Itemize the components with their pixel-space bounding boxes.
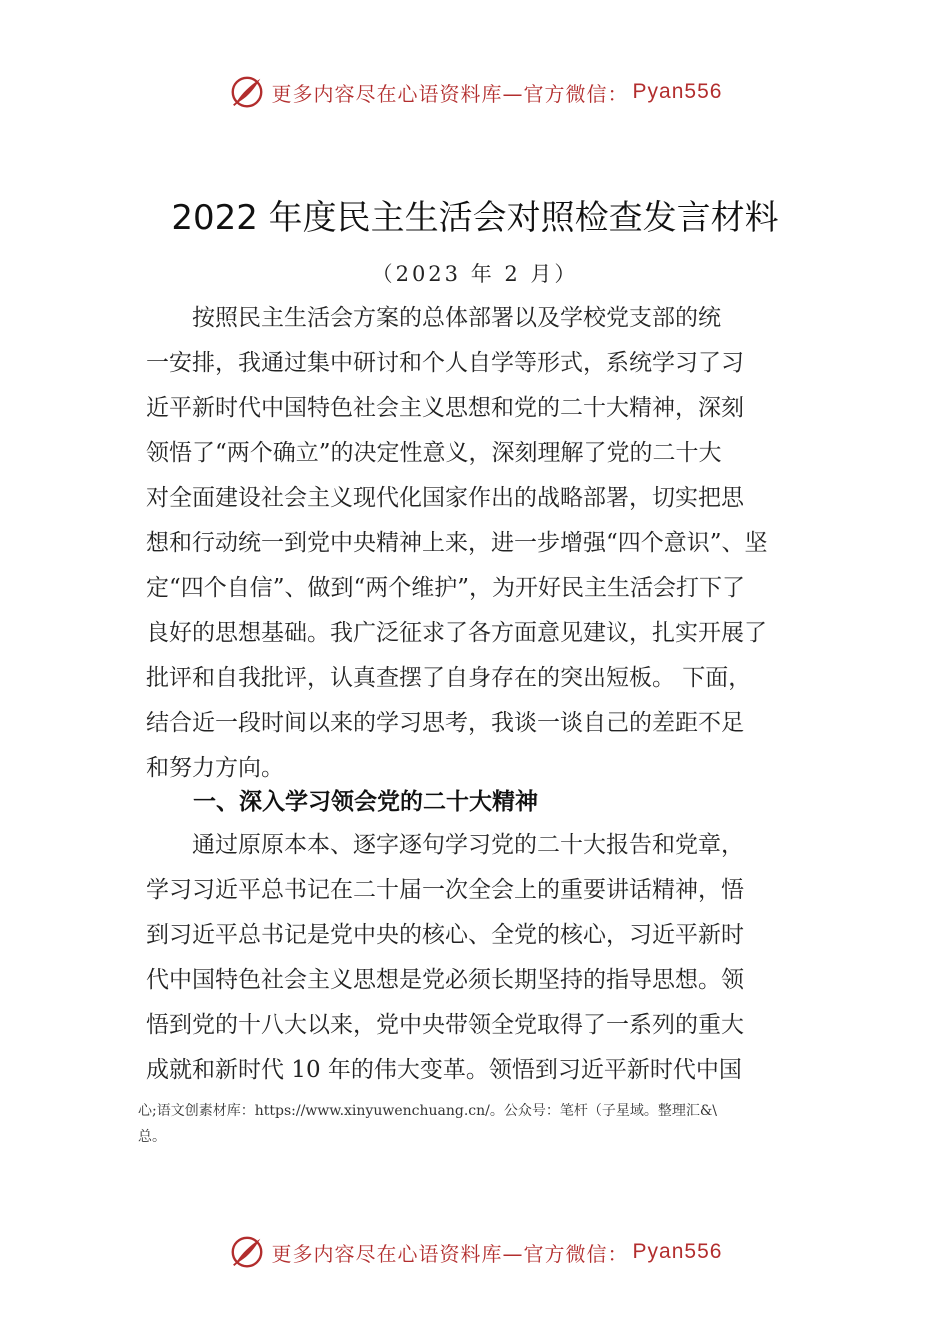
document-title: 2022 年度民主生活会对照检查发言材料 bbox=[171, 198, 779, 238]
footnote-line: 心;语文创素材库：https://www.xinyuwenchuang.cn/。公众号：笔杆（子星域。整理汇&\ bbox=[138, 1103, 718, 1119]
paragraph-line: 领悟了“两个确立”的决定性意义，深刻理解了党的二十大 bbox=[146, 440, 722, 466]
paragraph-line: 代中国特色社会主义思想是党必须长期坚持的指导思想。领 bbox=[146, 967, 744, 993]
header-banner bbox=[0, 72, 950, 112]
paragraph-line: 成就和新时代 10 年的伟大变革。领悟到习近平新时代中国 bbox=[146, 1057, 742, 1083]
paragraph-line: 结合近一段时间以来的学习思考，我谈一谈自己的差距不足 bbox=[146, 710, 744, 736]
paragraph-line: 良好的思想基础。我广泛征求了各方面意见建议，扎实开展了 bbox=[146, 620, 767, 646]
section-heading: 一、深入学习领会党的二十大精神 bbox=[193, 789, 538, 815]
footnote bbox=[138, 1098, 838, 1150]
banner-text: 更多内容尽在心语资料库—官方微信： bbox=[271, 1241, 629, 1266]
paragraph-line: 近平新时代中国特色社会主义思想和党的二十大精神，深刻 bbox=[146, 395, 744, 421]
quill-pen-logo-icon bbox=[228, 73, 266, 111]
footnote-line: 总。 bbox=[138, 1129, 166, 1145]
paragraph-line: 想和行动统一到党中央精神上来，进一步增强“四个意识”、坚 bbox=[146, 530, 768, 556]
wechat-id: Pyan556 bbox=[632, 1240, 723, 1263]
paragraph-line: 悟到党的十八大以来，党中央带领全党取得了一系列的重大 bbox=[146, 1012, 744, 1038]
paragraph-line: 对全面建设社会主义现代化国家作出的战略部署，切实把思 bbox=[146, 485, 744, 511]
intro-paragraph bbox=[146, 296, 814, 791]
paragraph-line: 通过原原本本、逐字逐句学习党的二十大报告和党章， bbox=[146, 832, 744, 858]
footer-banner bbox=[0, 1232, 950, 1272]
paragraph-line: 和努力方向。 bbox=[146, 755, 284, 781]
paragraph-line: 一安排，我通过集中研讨和个人自学等形式，系统学习了习 bbox=[146, 350, 744, 376]
quill-pen-logo-icon bbox=[228, 1233, 266, 1271]
wechat-id: Pyan556 bbox=[632, 80, 723, 103]
section1-paragraph bbox=[146, 823, 814, 1093]
paragraph-line: 学习习近平总书记在二十届一次全会上的重要讲话精神，悟 bbox=[146, 877, 744, 903]
paragraph-line: 批评和自我批评，认真查摆了自身存在的突出短板。 下面， bbox=[146, 665, 752, 691]
banner-text: 更多内容尽在心语资料库—官方微信： bbox=[271, 81, 629, 106]
paragraph-line: 到习近平总书记是党中央的核心、全党的核心，习近平新时 bbox=[146, 922, 744, 948]
paragraph-line: 按照民主生活会方案的总体部署以及学校党支部的统 bbox=[146, 305, 721, 331]
paragraph-line: 定“四个自信”、做到“两个维护”，为开好民主生活会打下了 bbox=[146, 575, 746, 601]
document-date: （2023 年 2 月） bbox=[371, 262, 579, 286]
